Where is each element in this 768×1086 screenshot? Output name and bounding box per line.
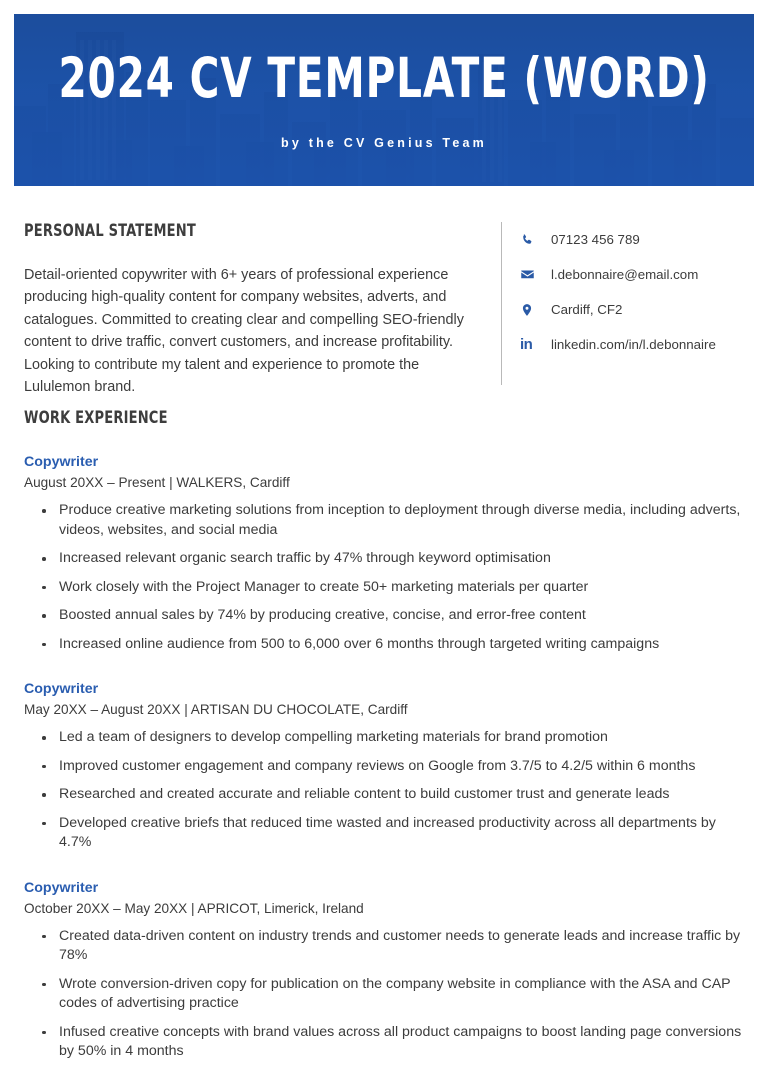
job-bullet: Created data-driven content on industry trends and customer needs to generate leads and increase traffic by 78% <box>24 927 746 966</box>
job-bullet: Produce creative marketing solutions from inception to deployment through diverse media, including adverts, videos, websites, and social media <box>24 501 746 540</box>
personal-statement-text: Detail-oriented copywriter with 6+ years of professional experience producing high-quality content for company websites, adverts, and catalogues. Committed to creating clear and compelling SEO-friendly content to drive traffic, convert customers, and increase profitability. Looking to contribute my talent and experience to promote the Lululemon brand. <box>24 267 464 396</box>
job-bullet: Led a team of designers to develop compelling marketing materials for brand promotion <box>24 728 746 748</box>
contact-phone-value: 07123 456 789 <box>551 232 640 247</box>
job-meta: August 20XX – Present | WALKERS, Cardiff <box>24 475 290 490</box>
personal-statement-section <box>24 221 476 398</box>
job-bullet: Researched and created accurate and reliable content to build customer trust and generate leads <box>24 785 746 805</box>
job-title: Copywriter <box>24 454 99 470</box>
document-title: 2024 CV TEMPLATE (WORD) <box>58 45 710 110</box>
job-bullet-list <box>24 728 746 853</box>
banner-content <box>14 14 754 186</box>
job-meta: May 20XX – August 20XX | ARTISAN DU CHOCOLATE, Cardiff <box>24 702 408 717</box>
work-experience-heading: WORK EXPERIENCE <box>24 408 168 427</box>
contact-row-linkedin[interactable] <box>520 327 753 362</box>
job-bullet: Increased online audience from 500 to 6,000 over 6 months through targeted writing campaigns <box>24 635 746 655</box>
contact-location-value: Cardiff, CF2 <box>551 302 623 317</box>
document-subtitle: by the CV Genius Team <box>281 135 487 150</box>
job-bullet: Work closely with the Project Manager to create 50+ marketing materials per quarter <box>24 578 746 598</box>
job-entry <box>24 453 746 654</box>
job-bullet-list <box>24 501 746 654</box>
contact-details <box>501 222 753 385</box>
personal-statement-heading: PERSONAL STATEMENT <box>24 221 196 240</box>
job-bullet: Wrote conversion-driven copy for publication on the company website in compliance with the ASA and CAP codes of advertising practice <box>24 975 746 1014</box>
job-bullet: Infused creative concepts with brand values across all product campaigns to boost landing page conversions by 50% in 4 months <box>24 1023 746 1062</box>
job-entry <box>24 680 746 853</box>
job-bullet: Boosted annual sales by 74% by producing creative, concise, and error-free content <box>24 606 746 626</box>
job-bullet-list <box>24 927 746 1062</box>
contact-row-email[interactable] <box>520 257 753 292</box>
header-banner <box>14 14 754 186</box>
job-title: Copywriter <box>24 879 99 896</box>
job-entry <box>24 879 746 1062</box>
job-bullet: Improved customer engagement and company reviews on Google from 3.7/5 to 4.2/5 within 6 months <box>24 757 746 777</box>
email-icon <box>520 267 542 282</box>
job-meta: October 20XX – May 20XX | APRICOT, Limerick, Ireland <box>24 900 364 916</box>
job-bullet: Increased relevant organic search traffic by 47% through keyword optimisation <box>24 549 746 569</box>
linkedin-glyph: in <box>520 336 533 353</box>
location-pin-icon <box>520 303 542 317</box>
contact-linkedin-value: linkedin.com/in/l.debonnaire <box>551 337 716 352</box>
job-bullet: Developed creative briefs that reduced time wasted and increased productivity across all departments by 4.7% <box>24 814 746 853</box>
linkedin-icon <box>520 337 542 352</box>
contact-row-phone[interactable] <box>520 222 753 257</box>
contact-row-location[interactable] <box>520 292 753 327</box>
work-experience-section <box>24 408 746 1062</box>
phone-icon <box>520 233 542 247</box>
job-title: Copywriter <box>24 681 99 697</box>
contact-email-value: l.debonnaire@email.com <box>551 267 699 282</box>
